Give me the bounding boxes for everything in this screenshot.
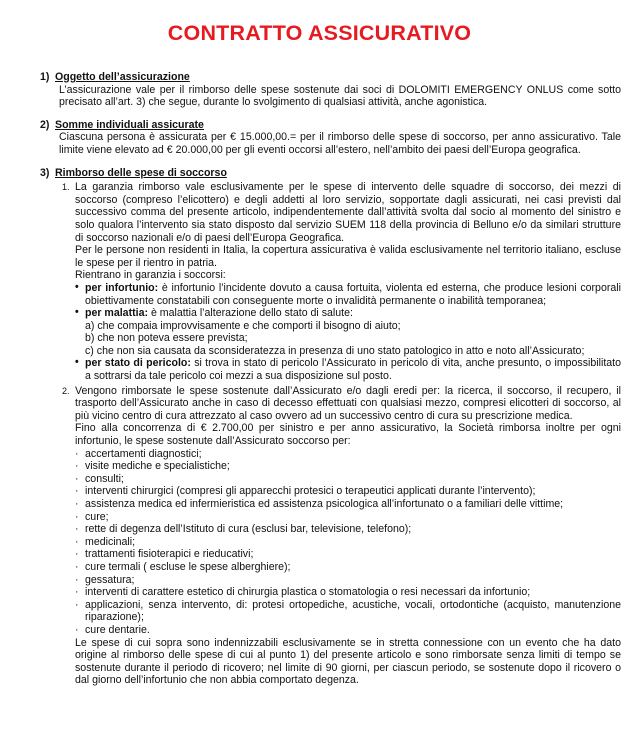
coverage-text: si trova in stato di pericolo l’Assicurato in pericolo di vita, anche presunto, o impossibilitato a sottrarsi da tale pericolo coi mezzi a sua disposizione sul posto. xyxy=(85,357,621,383)
malattia-conditions xyxy=(85,320,621,358)
section-title: Oggetto dell’assicurazione xyxy=(55,71,190,83)
list-item xyxy=(75,460,621,473)
list-item xyxy=(75,548,621,561)
section-rimborso xyxy=(0,167,621,687)
section-number: 2) xyxy=(40,118,50,131)
item-text: trattamenti fisioterapici e rieducativi; xyxy=(85,548,254,561)
item-glyph: · xyxy=(75,598,79,611)
list-item xyxy=(75,511,621,524)
coverage-item-infortunio xyxy=(75,282,621,307)
section-number: 3) xyxy=(40,166,50,179)
item-text: cure; xyxy=(85,510,109,523)
list-item xyxy=(75,586,621,599)
item-text: gessatura; xyxy=(85,573,135,586)
section-body: L’assicurazione vale per il rimborso delle spese sostenute dai soci di DOLOMITI EMERGENCY ONLUS come sotto precisato all’art. 3) che segue, durante lo svolgimento di qualsiasi attività, anche agonistica. xyxy=(59,83,621,109)
item-glyph: · xyxy=(75,523,79,536)
item-glyph: · xyxy=(75,548,79,561)
paragraph: La garanzia rimborso vale esclusivamente per le spese di intervento delle squadre di soccorso, dei mezzi di soccorso (compreso l’elicottero) e degli addetti al loro servizio, sopportate dagli assicurati, nei casi previsti dal successivo comma del presente articolo, indipendentemente dall’attività svolta dal socio al momento del sinistro e solo qualora l’intervento sia stato disposto dal servizio SUEM 118 della provincia di Belluno e/o da similari strutture di soccorso nazionali e/o di paesi dell’Europa Geografica. xyxy=(75,181,621,244)
item-text: interventi chirurgici (compresi gli apparecchi protesici o terapeutici applicati durante l’intervento); xyxy=(85,485,536,498)
section-number: 1) xyxy=(40,71,50,83)
item-text: accertamenti diagnostici; xyxy=(85,447,202,460)
item-text: medicinali; xyxy=(85,535,136,548)
paragraph: Per le persone non residenti in Italia, la copertura assicurativa è valida esclusivamente nel territorio italiano, escluse le spese per il rientro in patria. xyxy=(75,244,621,269)
list-item xyxy=(75,574,621,587)
list-item xyxy=(75,523,621,536)
expense-list xyxy=(75,448,621,637)
item-glyph: · xyxy=(75,510,79,523)
item-text: cure dentarie. xyxy=(85,623,150,636)
item-glyph: · xyxy=(75,535,79,548)
sections xyxy=(0,71,621,687)
list-item xyxy=(75,498,621,511)
item-text: assistenza medica ed infermieristica ed assistenza psicologica all’infortunato o a familiari delle vittime; xyxy=(85,498,564,510)
bullet-glyph: • xyxy=(75,306,79,319)
coverage-item-malattia xyxy=(75,307,621,357)
item-glyph: · xyxy=(75,560,79,573)
coverage-label: per stato di pericolo: xyxy=(85,357,191,370)
section-heading xyxy=(40,71,621,84)
condition-b: b) che non poteva essere prevista; xyxy=(85,332,248,345)
section-heading xyxy=(40,118,621,132)
bullet-glyph: • xyxy=(75,356,79,369)
coverage-text: è malattia l’alterazione dello stato di salute: xyxy=(148,307,353,320)
coverage-item-pericolo xyxy=(75,357,621,382)
section-heading xyxy=(40,166,621,180)
item-glyph: · xyxy=(75,623,79,636)
item-glyph: · xyxy=(75,447,79,460)
item-text: interventi di carattere estetico di chirurgia plastica o stomatologia o resi necessari da infortunio; xyxy=(85,586,531,599)
closing-paragraph: Le spese di cui sopra sono indennizzabili esclusivamente se in stretta connessione con un evento che ha dato origine al rimborso delle spese di cui al punto 1) del presente articolo e sono rimborsate senza limiti di tempo se sostenute durante il periodo di ricovero; nel limite di 90 giorni, per ciascun periodo, se sostenute dopo il ricovero o dal giorno dell’infortunio che non abbia comportato degenza. xyxy=(75,636,621,687)
item-glyph: · xyxy=(75,472,79,485)
item-text: visite mediche e specialistiche; xyxy=(85,460,230,473)
bullet-glyph: • xyxy=(75,280,79,293)
subsection-1 xyxy=(55,181,621,383)
item-glyph: · xyxy=(75,485,79,498)
paragraph: Vengono rimborsate le spese sostenute dall’Assicurato e/o dagli eredi per: la ricerca, il soccorso, il recupero, il trasporto dell’Assicurato anche in caso di decesso effettuati con qualsiasi mezzo, compresi elicotteri di soccorso, al più vicino centro di cura attrezzato al caso ovvero ad un successivo centro di cura su prescrizione medica. xyxy=(75,384,621,422)
section-body: Ciascuna persona è assicurata per € 15.000,00.= per il rimborso delle spese di soccorso, per anno assicurativo. Tale limite viene elevato ad € 20.000,00 per gli eventi occorsi all’estero, nell’ambito dei paesi dell’Europa geografica. xyxy=(59,131,621,156)
document-title: CONTRATTO ASSICURATIVO xyxy=(167,21,472,45)
subsection-number: 2. xyxy=(62,385,70,396)
condition-c: c) che non sia causata da sconsideratezza in presenza di uno stato patologico in atto e noto all’Assicurato; xyxy=(85,344,585,357)
section-somme xyxy=(0,119,621,157)
section-title: Somme individuali assicurate xyxy=(55,118,204,131)
list-item xyxy=(75,448,621,461)
item-text: rette di degenza dell’Istituto di cura (esclusi bar, televisione, telefono); xyxy=(85,523,412,536)
coverage-text: è infortunio l’incidente dovuto a causa fortuita, violenta ed esterna, che produce lesioni corporali obiettivamente constatabili con conseguente morte o invalidità permanente o inabilità temporanea; xyxy=(85,281,621,307)
paragraph: Rientrano in garanzia i soccorsi: xyxy=(75,269,226,282)
coverage-list xyxy=(75,282,621,383)
item-glyph: · xyxy=(75,460,79,473)
list-item xyxy=(75,536,621,549)
item-glyph: · xyxy=(75,498,79,510)
item-text: applicazioni, senza intervento, di: protesi ortopediche, acustiche, vocali, ortodontiche (acquisto, manutenzione riparazione); xyxy=(85,598,621,624)
list-item xyxy=(75,473,621,486)
coverage-label: per infortunio: xyxy=(85,281,159,294)
section-title: Rimborso delle spese di soccorso xyxy=(55,166,227,179)
subsection-number: 1. xyxy=(62,182,70,193)
section-oggetto xyxy=(0,71,621,109)
list-item xyxy=(75,599,621,624)
paragraph: Fino alla concorrenza di € 2.700,00 per sinistro e per anno assicurativo, la Società rimborsa inoltre per ogni infortunio, le spese sostenute dall’Assicurato soccorso per: xyxy=(75,422,621,448)
list-item xyxy=(75,624,621,637)
subsection-2 xyxy=(55,385,621,687)
list-item xyxy=(75,561,621,574)
list-item xyxy=(75,485,621,498)
item-text: consulti; xyxy=(85,472,124,485)
coverage-label: per malattia: xyxy=(85,307,148,320)
item-text: cure termali ( escluse le spese alberghiere); xyxy=(85,560,291,573)
condition-a: a) che compaia improvvisamente e che comporti il bisogno di aiuto; xyxy=(85,319,401,332)
item-glyph: · xyxy=(75,586,79,599)
item-glyph: · xyxy=(75,573,79,586)
